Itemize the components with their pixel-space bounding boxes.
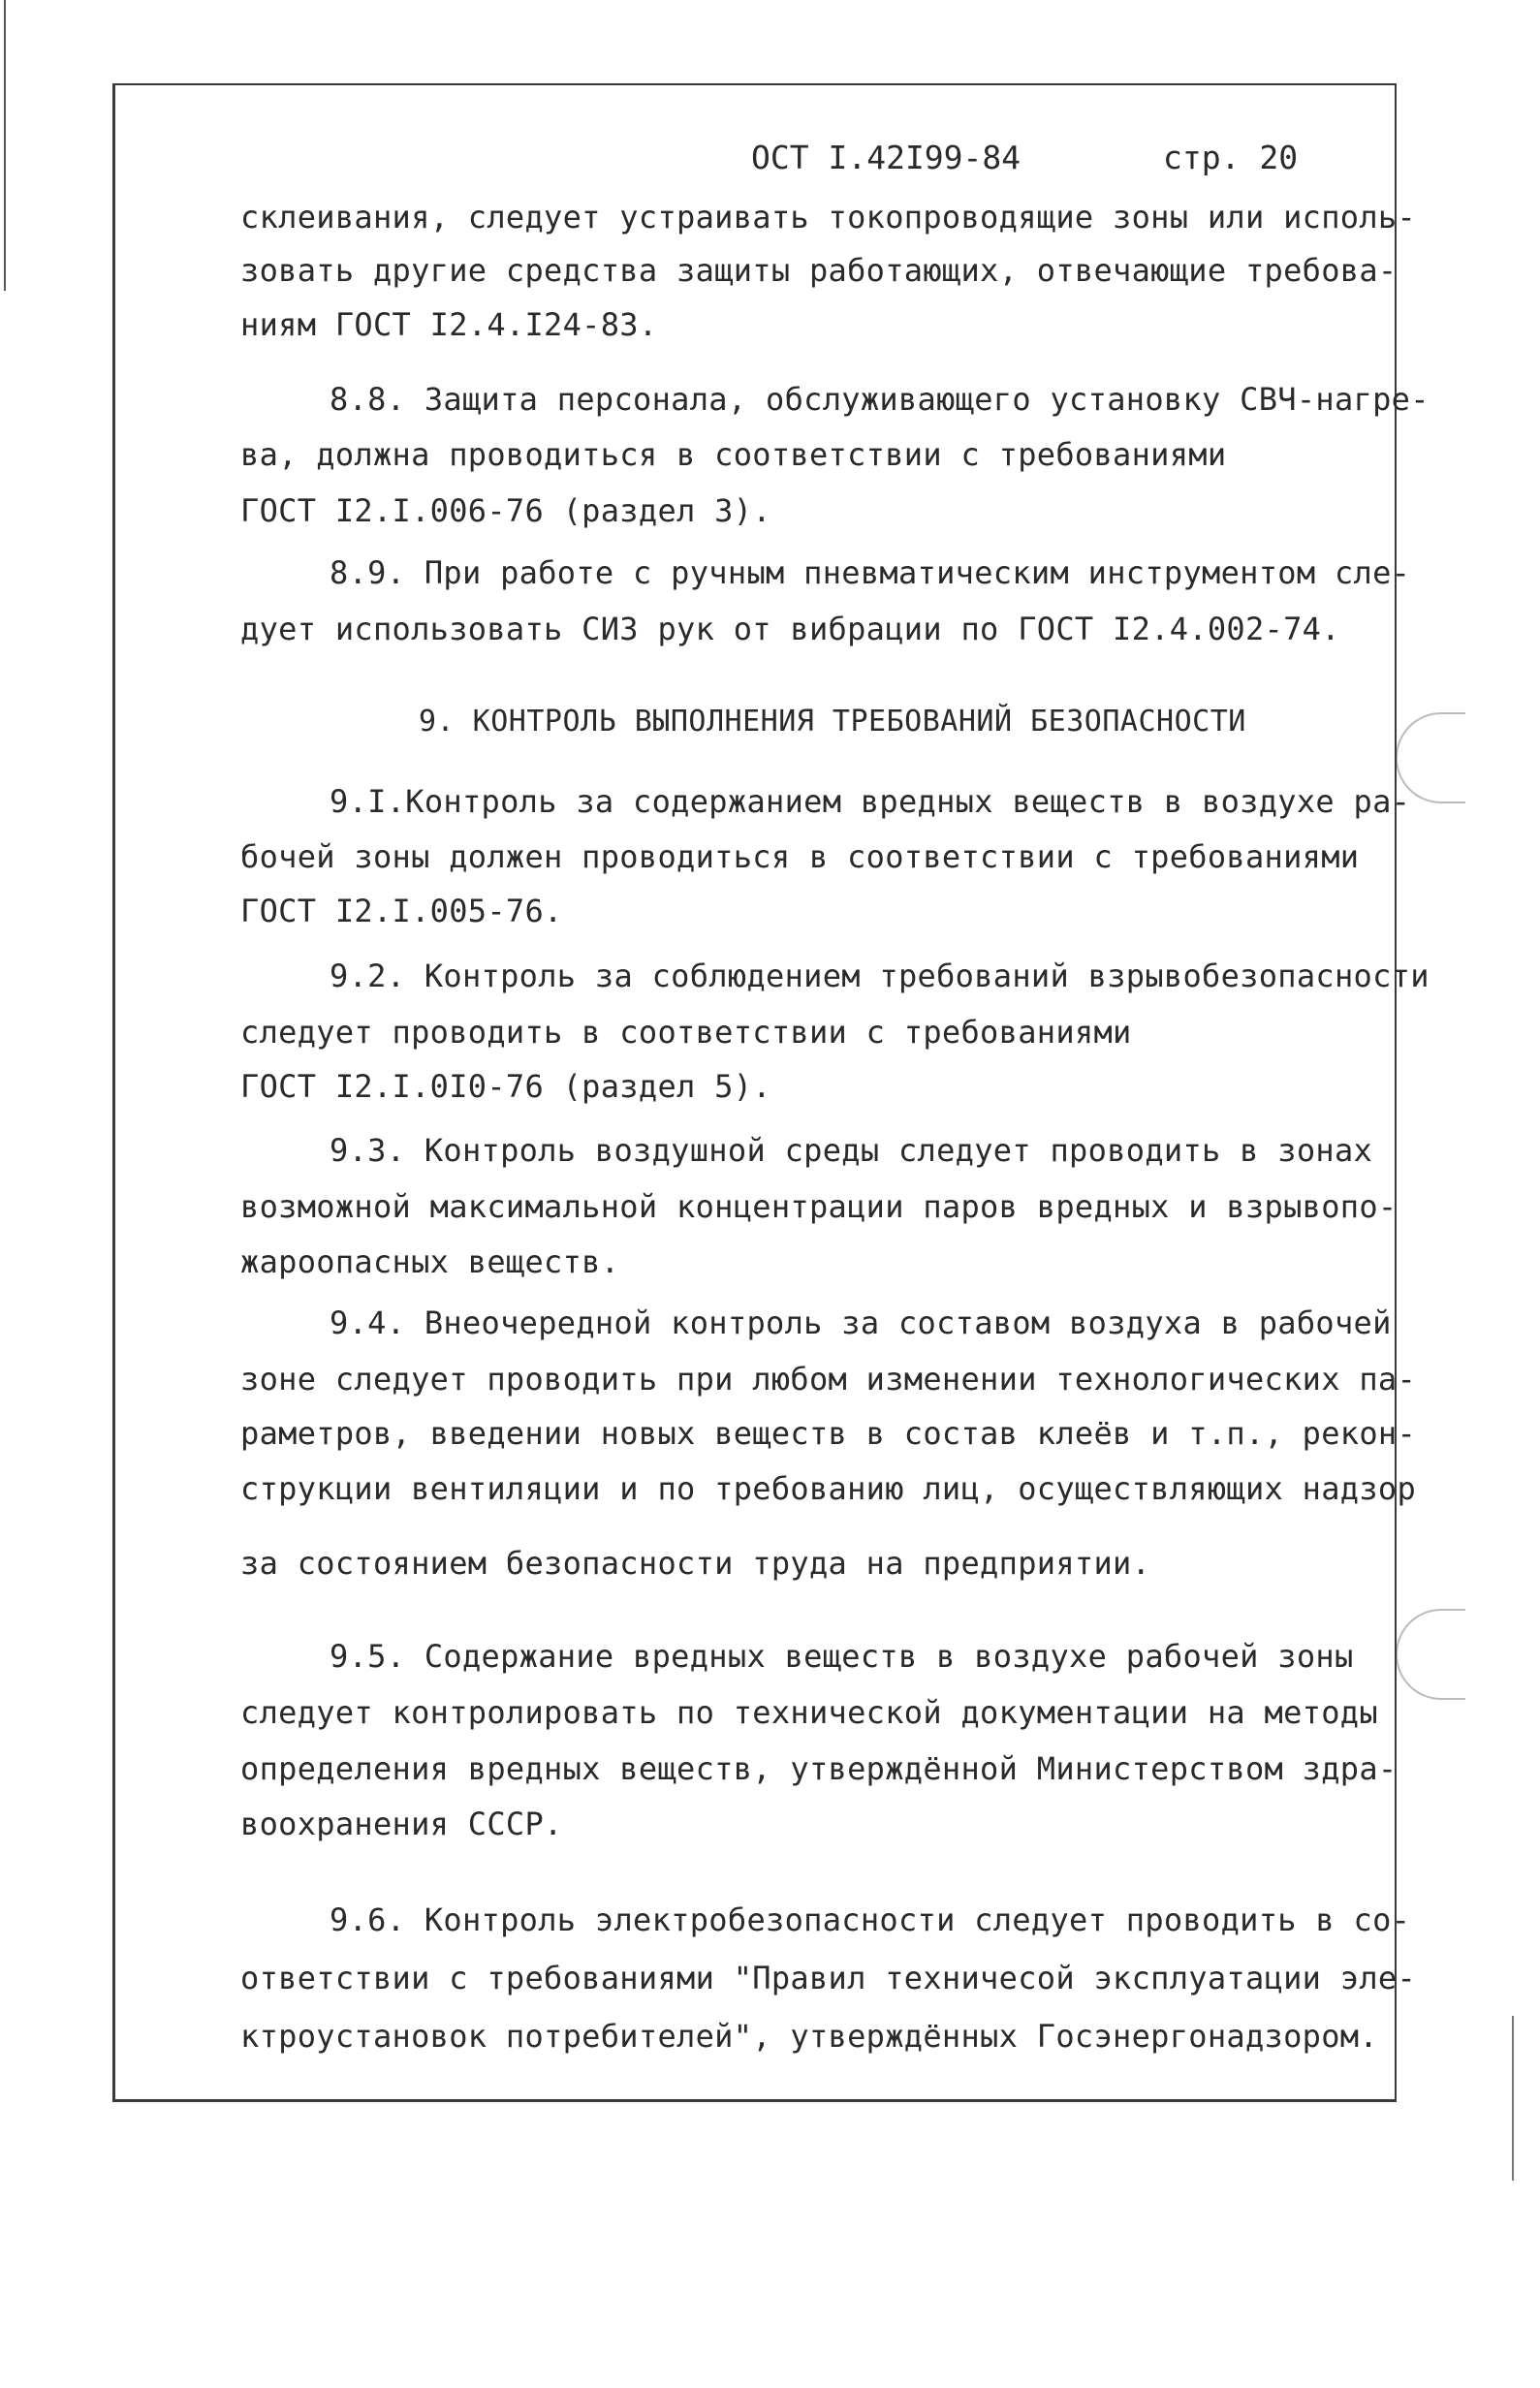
text-line: зоне следует проводить при любом изменении технологических па- <box>240 1361 1417 1398</box>
text-line: бочей зоны должен проводиться в соответствии с требованиями <box>240 838 1360 875</box>
text-line: 8.8. Защита персонала, обслуживающего установку СВЧ-нагре- <box>330 381 1430 418</box>
page-number: стр. 20 <box>1163 139 1299 176</box>
text-line: ктроустановок потребителей", утверждённых Госэнергонадзором. <box>240 2018 1378 2055</box>
text-line: жароопасных веществ. <box>240 1243 620 1280</box>
text-line: 9.3. Контроль воздушной среды следует проводить в зонах <box>330 1132 1373 1169</box>
section-heading: 9. КОНТРОЛЬ ВЫПОЛНЕНИЯ ТРЕБОВАНИЙ БЕЗОПАСНОСТИ <box>419 705 1246 738</box>
text-line: воохранения СССР. <box>240 1806 563 1842</box>
scan-edge-line <box>4 0 6 291</box>
text-line: ГОСТ I2.I.006-76 (раздел 3). <box>240 492 771 529</box>
text-line: ГОСТ I2.I.0I0-76 (раздел 5). <box>240 1068 771 1105</box>
text-line: 9.2. Контроль за соблюдением требований взрывобезопасности <box>330 958 1430 994</box>
text-line: 9.5. Содержание вредных веществ в воздухе рабочей зоны <box>330 1638 1354 1675</box>
page-header <box>751 139 1299 176</box>
text-line: раметров, введении новых веществ в состав клеёв и т.п., рекон- <box>240 1415 1417 1452</box>
text-line: дует использовать СИЗ рук от вибрации по ГОСТ I2.4.002-74. <box>240 611 1340 647</box>
text-line: за состоянием безопасности труда на предприятии. <box>240 1545 1151 1582</box>
text-line: склеивания, следует устраивать токопроводящие зоны или исполь- <box>240 199 1417 236</box>
text-line: определения вредных веществ, утверждённой Министерством здра- <box>240 1750 1398 1787</box>
scan-edge-line <box>1512 2016 1514 2181</box>
text-line: ниям ГОСТ I2.4.I24-83. <box>240 306 658 343</box>
text-line: ГОСТ I2.I.005-76. <box>240 893 563 929</box>
text-line: следует контролировать по технической документации на методы <box>240 1694 1378 1731</box>
text-line: 9.4. Внеочередной контроль за составом воздуха в рабочей <box>330 1304 1392 1341</box>
text-line: следует проводить в соответствии с требованиями <box>240 1014 1132 1051</box>
text-line: 9.I.Контроль за содержанием вредных веществ в воздухе ра- <box>330 783 1411 820</box>
text-line: 9.6. Контроль электробезопасности следует проводить в со- <box>330 1901 1411 1938</box>
text-line: возможной максимальной концентрации паров вредных и взрывопо- <box>240 1188 1398 1225</box>
text-line: струкции вентиляции и по требованию лиц, осуществляющих надзор <box>240 1470 1417 1507</box>
text-line: зовать другие средства защиты работающих, отвечающие требова- <box>240 252 1398 289</box>
text-line: ответствии с требованиями "Правил техничесой эксплуатации эле- <box>240 1960 1417 1996</box>
punch-hole-mark <box>1396 1609 1465 1700</box>
text-line: ва, должна проводиться в соответствии с требованиями <box>240 436 1227 473</box>
text-line: 8.9. При работе с ручным пневматическим инструментом сле- <box>330 554 1411 591</box>
document-number: ОСТ I.42І99-84 <box>751 139 1021 176</box>
